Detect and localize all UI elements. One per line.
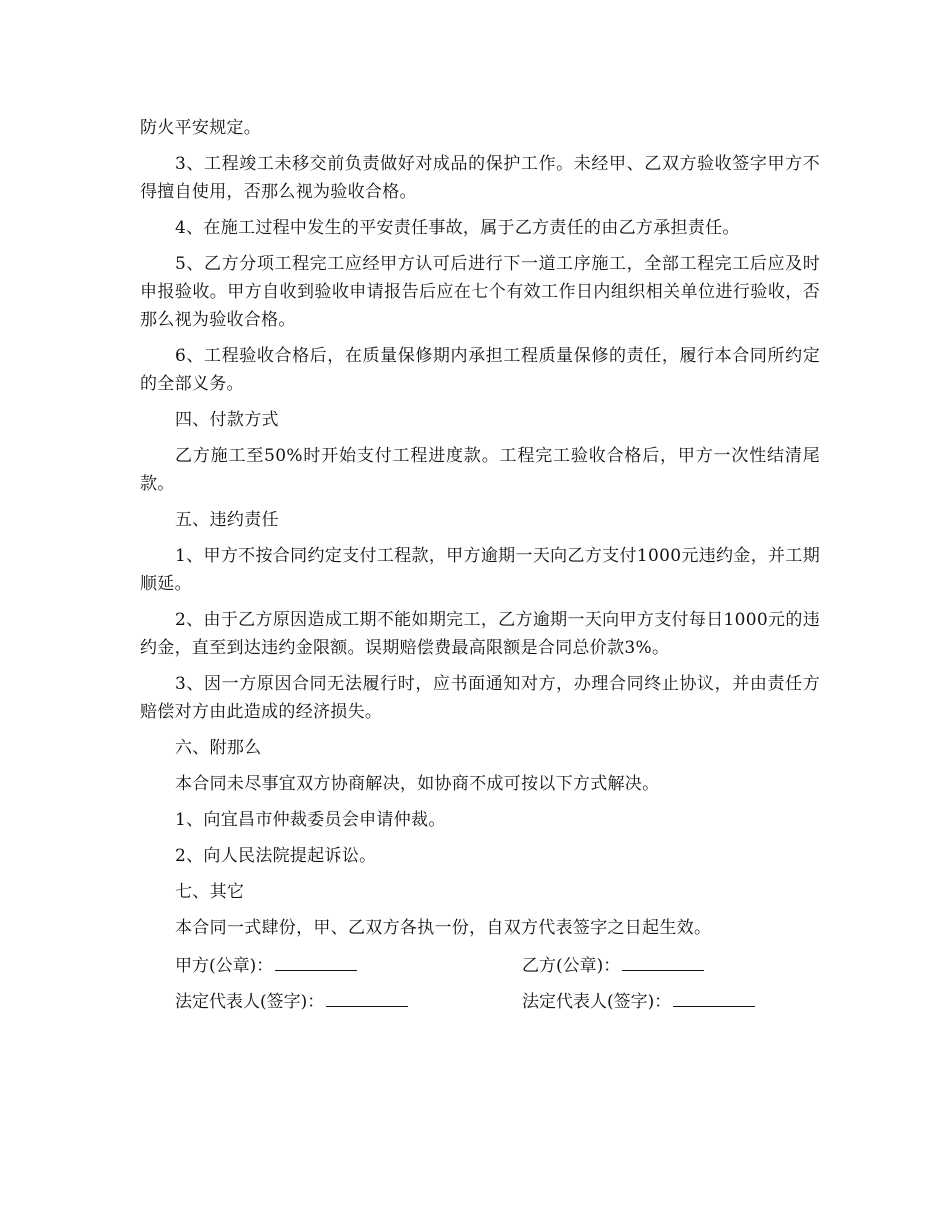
party-a-rep-label: 法定代表人(签字)：: [175, 992, 325, 1012]
party-a-rep-field: [175, 986, 408, 1016]
party-a-rep-blank: [326, 986, 408, 1007]
document-body: [140, 114, 820, 1022]
signature-row-seal: [140, 950, 820, 978]
party-b-seal-field: [522, 950, 704, 980]
section-heading-supplementary: 六、附那么: [175, 738, 262, 758]
party-b-rep-blank: [673, 986, 755, 1007]
paragraph-item-6-warranty: 6、工程验收合格后，在质量保修期内承担工程质量保修的责任，履行本合同所约定的全部义务。: [140, 346, 820, 394]
section-heading-breach: 五、违约责任: [175, 510, 279, 530]
paragraph-breach-3: 3、因一方原因合同无法履行时，应书面通知对方，办理合同终止协议，并由责任方赔偿对方由此造成的经济损失。: [140, 674, 820, 722]
party-b-rep-label: 法定代表人(签字)：: [522, 992, 672, 1012]
paragraph-dispute-arbitration: 1、向宜昌市仲裁委员会申请仲裁。: [175, 810, 446, 830]
paragraph-item-5-acceptance: 5、乙方分项工程完工应经甲方认可后进行下一道工序施工，全部工程完工后应及时申报验收。甲方自收到验收申请报告后应在七个有效工作日内组织相关单位进行验收，否那么视为验收合格。: [140, 254, 820, 330]
party-a-seal-blank: [275, 950, 357, 971]
paragraph-breach-1: 1、甲方不按合同约定支付工程款，甲方逾期一天向乙方支付1000元违约金，并工期顺延。: [140, 546, 820, 594]
paragraph-payment-terms: 乙方施工至50%时开始支付工程进度款。工程完工验收合格后，甲方一次性结清尾款。: [140, 446, 820, 494]
signature-row-representative: [140, 986, 820, 1014]
paragraph-breach-2: 2、由于乙方原因造成工期不能如期完工，乙方逾期一天向甲方支付每日1000元的违约金，直至到达违约金限额。误期赔偿费最高限额是合同总价款3%。: [140, 610, 820, 658]
party-b-rep-field: [522, 986, 755, 1016]
section-heading-other: 七、其它: [175, 882, 245, 902]
paragraph-fire-safety: 防火平安规定。: [140, 118, 262, 138]
paragraph-dispute-intro: 本合同未尽事宜双方协商解决，如协商不成可按以下方式解决。: [175, 774, 660, 794]
paragraph-item-3-protection: 3、工程竣工未移交前负责做好对成品的保护工作。未经甲、乙双方验收签字甲方不得擅自使用，否那么视为验收合格。: [140, 154, 820, 202]
paragraph-dispute-litigation: 2、向人民法院提起诉讼。: [175, 846, 377, 866]
party-b-seal-label: 乙方(公章)：: [522, 956, 621, 976]
paragraph-copies-effective: 本合同一式肆份，甲、乙双方各执一份，自双方代表签字之日起生效。: [175, 918, 712, 938]
paragraph-item-4-accident: 4、在施工过程中发生的平安责任事故，属于乙方责任的由乙方承担责任。: [175, 218, 740, 238]
section-heading-payment: 四、付款方式: [175, 410, 279, 430]
party-a-seal-label: 甲方(公章)：: [175, 956, 274, 976]
party-b-seal-blank: [622, 950, 704, 971]
party-a-seal-field: [175, 950, 357, 980]
